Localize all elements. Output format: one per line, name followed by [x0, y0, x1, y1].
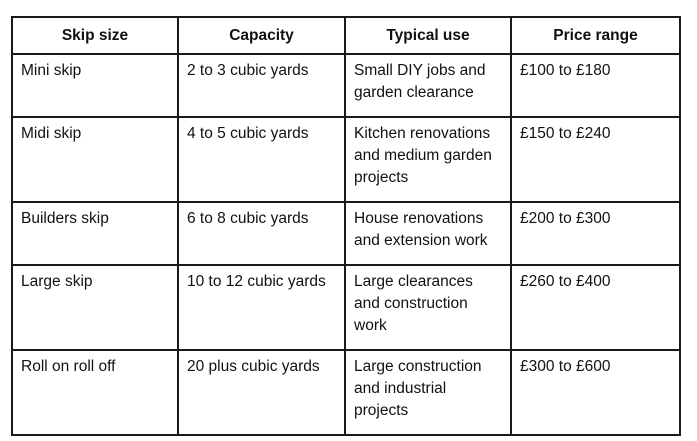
cell-skip-size: [12, 350, 178, 435]
cell-text: £300 to £600: [520, 358, 611, 375]
header-price-range: Price range: [511, 17, 680, 54]
cell-skip-size: [12, 202, 178, 265]
cell-text: £150 to £240: [520, 125, 611, 142]
table-row: [12, 350, 680, 435]
table-row: [12, 54, 680, 117]
cell-skip-size: [12, 117, 178, 202]
cell-text: 2 to 3 cubic yards: [187, 62, 309, 79]
cell-text: £100 to £180: [520, 62, 611, 79]
table-header-row: [12, 17, 680, 54]
cell-text: 20 plus cubic yards: [187, 358, 320, 375]
table-row: [12, 117, 680, 202]
cell-text: 6 to 8 cubic yards: [187, 210, 309, 227]
cell-text: Midi skip: [21, 125, 82, 142]
cell-capacity: [178, 54, 345, 117]
cell-text: Roll on roll off: [21, 358, 116, 375]
cell-capacity: [178, 350, 345, 435]
skip-size-table: [11, 16, 681, 436]
cell-typical-use: [345, 265, 511, 350]
cell-capacity: [178, 202, 345, 265]
cell-text: £260 to £400: [520, 273, 611, 290]
cell-typical-use: [345, 117, 511, 202]
cell-text: 4 to 5 cubic yards: [187, 125, 309, 142]
header-skip-size: Skip size: [12, 17, 178, 54]
cell-price-range: [511, 350, 680, 435]
cell-text: Large clearances and construction work: [354, 273, 473, 334]
header-capacity: Capacity: [178, 17, 345, 54]
cell-text: Small DIY jobs and garden clearance: [354, 62, 486, 101]
cell-skip-size: [12, 54, 178, 117]
cell-price-range: [511, 202, 680, 265]
cell-typical-use: [345, 202, 511, 265]
cell-price-range: [511, 117, 680, 202]
cell-typical-use: [345, 350, 511, 435]
cell-text: Builders skip: [21, 210, 109, 227]
cell-text: Kitchen renovations and medium garden projects: [354, 125, 492, 186]
cell-capacity: [178, 117, 345, 202]
table-row: [12, 202, 680, 265]
cell-text: Large skip: [21, 273, 93, 290]
cell-skip-size: [12, 265, 178, 350]
cell-text: 10 to 12 cubic yards: [187, 273, 326, 290]
cell-price-range: [511, 54, 680, 117]
cell-text: Large construction and industrial projects: [354, 358, 482, 419]
cell-price-range: [511, 265, 680, 350]
cell-text: House renovations and extension work: [354, 210, 488, 249]
cell-text: £200 to £300: [520, 210, 611, 227]
cell-text: Mini skip: [21, 62, 82, 79]
cell-typical-use: [345, 54, 511, 117]
table-row: [12, 265, 680, 350]
cell-capacity: [178, 265, 345, 350]
table-container: [11, 16, 681, 436]
header-typical-use: Typical use: [345, 17, 511, 54]
